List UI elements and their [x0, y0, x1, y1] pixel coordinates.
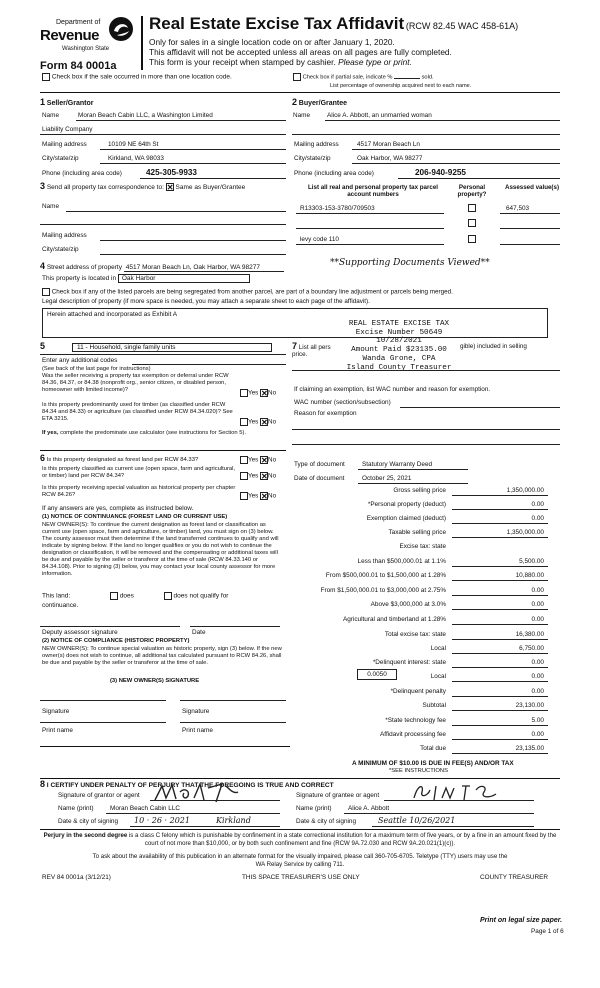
sec6-q2-yes-label: Yes	[248, 472, 259, 480]
header-sub1: Only for sales in a single location code on or after January 1, 2020.	[149, 37, 395, 47]
dor-logo	[40, 16, 132, 58]
sec3-city-label: City/state/zip	[42, 246, 79, 253]
parcel-field-1[interactable]: R13303-153-3780/709503	[300, 205, 375, 212]
legal-paper-note: Print on legal size paper.	[480, 917, 563, 924]
perjury-bold: Perjury in the second degree	[43, 832, 128, 839]
sec6-q2-no-checkbox[interactable]	[260, 472, 268, 480]
print-name-label-1: Print name	[42, 727, 73, 734]
sec3-mailing-line	[100, 240, 286, 241]
calc-row-line	[452, 523, 548, 524]
deputy-date-line	[190, 626, 280, 627]
sec5-q1-yes-label: Yes	[248, 389, 259, 397]
calc-row-value[interactable]: 0.00	[531, 731, 544, 738]
assessed-line-1	[500, 213, 560, 214]
rev-label: REV 84 0001a (3/12/21)	[42, 874, 111, 881]
personal-property-checkbox-3[interactable]	[468, 235, 476, 243]
sec5-q1-no-checkbox[interactable]	[260, 389, 268, 397]
calc-row-value[interactable]: 16,380.00	[515, 631, 544, 638]
sec5-q2-yes-checkbox[interactable]	[240, 418, 248, 426]
grantor-name-field[interactable]: Moran Beach Cabin LLC	[110, 805, 180, 812]
seller-name-line2	[40, 134, 286, 135]
sec6-q2-yes-checkbox[interactable]	[240, 472, 248, 480]
partial-sale-row	[293, 73, 434, 81]
sec5-q2-answer	[240, 418, 276, 426]
wac-label: WAC number (section/subsection)	[294, 399, 391, 406]
calc-row-value[interactable]: 5,500.00	[519, 558, 544, 565]
sec5-q2-note-bold: If yes,	[42, 430, 59, 436]
parcel-line-3	[296, 244, 444, 245]
exemption-label: If claiming an exemption, list WAC number and reason for exemption.	[294, 386, 491, 393]
logo-dept-text: Department of	[56, 19, 101, 26]
sec7-text-price: price.	[292, 351, 308, 358]
print-name-line-1	[40, 722, 166, 723]
calc-row-value[interactable]: 0.00	[531, 601, 544, 608]
calc-row-label: Excise tax: state	[399, 543, 446, 550]
sec8-no: 8	[40, 779, 46, 789]
doc-type-line	[358, 469, 468, 470]
legal-description-label: Legal description of property (if more space is needed, you may attach a separate sheet to each page of the affidavit).	[42, 298, 370, 305]
calc-row-label: Affidavit processing fee	[380, 731, 446, 738]
sec3-no: 3	[40, 181, 46, 191]
calc-row-line	[452, 653, 548, 654]
sec6-q3-no-label: No	[268, 492, 277, 500]
buyer-name-label: Name	[293, 112, 311, 119]
sec6-q3: Is this property receiving special valuation as historical property per chapter RCW 84.26?	[42, 485, 236, 498]
seller-city-field[interactable]: Kirkland, WA 98033	[108, 155, 164, 162]
logo-swirl-icon	[108, 16, 134, 42]
calc-row-line	[452, 580, 548, 581]
alt-format-notice: To ask about the availability of this publication in an alternate format for the visually impaired, please call 360-705-6705. Teletype (TTY) users may use the WA Relay Service by calling 711.	[92, 853, 508, 869]
additional-codes-label: Enter any additional codes	[42, 357, 118, 364]
grantor-sig-line	[150, 800, 280, 801]
sec7-text-start: List all pers	[298, 344, 331, 351]
local-rate-field[interactable]: 0.0050	[357, 669, 397, 680]
header-sub3-italic: Please type or print.	[338, 57, 412, 67]
header-sub3	[149, 58, 412, 68]
sec3-name-line	[66, 211, 286, 212]
personal-property-checkbox-1[interactable]	[468, 204, 476, 212]
reason-line-1	[292, 429, 560, 430]
sec5-q2-no-checkbox[interactable]	[260, 418, 268, 426]
parcel-line-1	[296, 213, 444, 214]
stamp-line-4: Amount Paid $23135.00	[351, 346, 447, 355]
seller-name-field[interactable]: Moran Beach Cabin LLC, a Washington Limited	[78, 112, 213, 119]
calc-row-line	[452, 609, 548, 610]
calc-row-value[interactable]: 1,350,000.00	[506, 487, 544, 494]
calc-row-line	[452, 566, 548, 567]
grantor-date-line	[130, 826, 280, 827]
see-back-note: (See back of the last page for instructions)	[42, 366, 151, 372]
calc-row-line	[452, 595, 548, 596]
buyer-mailing-line	[352, 149, 560, 150]
correspondence-row	[40, 181, 245, 191]
assessed-value-header: Assessed value(s)	[505, 184, 559, 191]
logo-wa-text: Washington State	[62, 46, 110, 52]
treasurer-use-label: THIS SPACE TREASURER'S USE ONLY	[242, 874, 360, 881]
grantor-name-line	[106, 813, 280, 814]
page-number: Page 1 of 6	[531, 928, 564, 935]
personal-property-header: Personal property?	[457, 184, 487, 199]
header-divider	[141, 16, 143, 70]
grantee-date-line	[372, 826, 534, 827]
minimum-due-note: A MINIMUM OF $10.00 IS DUE IN FEE(S) AND/OR TAX	[352, 760, 514, 767]
partial-sale-label: Check box if partial sale, indicate %	[302, 74, 393, 81]
sec5-q1-yes-checkbox[interactable]	[240, 389, 248, 397]
grantor-name-label: Name (print)	[58, 805, 94, 812]
street-address-row	[40, 261, 284, 272]
calc-row-line	[452, 681, 548, 682]
located-row	[42, 274, 250, 283]
segregated-checkbox[interactable]	[42, 288, 50, 296]
doc-date-line	[358, 483, 468, 484]
new-owner-sig-heading: (3) NEW OWNER(S) SIGNATURE	[110, 678, 200, 684]
calc-row-label: Subtotal	[422, 702, 446, 709]
sec5-q2-note-text: complete the predominate use calculator (see instructions for Section 5).	[60, 430, 246, 436]
stamp-line-2: Excise Number 50649	[355, 328, 443, 337]
partial-sale-checkbox[interactable]	[293, 73, 301, 81]
seller-phone-line	[140, 178, 286, 179]
grantee-name-field[interactable]: Alice A. Abbott	[348, 805, 390, 812]
this-land-row	[42, 592, 228, 600]
sec4-no: 4	[40, 261, 46, 271]
calc-row-label: Local	[430, 645, 446, 652]
segregated-label: Check box if any of the listed parcels are being segregated from another parcel, are part of a boundary line adjustment or parcels being merged.	[51, 288, 453, 296]
footer-top-rule	[40, 829, 560, 830]
print-name-line-2	[180, 722, 286, 723]
calc-row-line	[452, 509, 548, 510]
calc-row-value[interactable]: 0.00	[531, 616, 544, 623]
sec7-no: 7	[292, 341, 298, 351]
same-as-buyer-label: Same as Buyer/Grantee	[175, 184, 246, 191]
parcel-line-2	[296, 228, 444, 229]
grantee-date-label: Date & city of signing	[296, 818, 357, 825]
sec6-q1-no-checkbox[interactable]	[260, 456, 268, 464]
sec5-q1-answer	[240, 389, 276, 397]
located-label: This property is located in	[42, 275, 117, 282]
sec6-q3-answer	[240, 492, 276, 500]
sec7-text-end: gible) included in selling	[460, 343, 527, 350]
perjury-text: is a class C felony which is punishable by confinement in a state correctional institution for a maximum term of five years, or by a fine in an amount fixed by the court of not more than $10,000, or by both such confinement and fine (RCW 9A.72.030 and RCW 9A.20.021(1)(c)).	[128, 832, 557, 848]
notice1-text: NEW OWNER(S): To continue the current designation as forest land or classification as current use (open space, farm and agriculture, or timber) land, you must sign on (3) below. The county assessor must then determine if the land transferred continues to qualify and will indicate by signing below. If the land no longer qualifies or you do not wish to continue the designation or classification, it will be removed and the compensating or additional taxes will be due and payable by the seller or transferor at the time of sale (RCW 84.33.140 or 84.34.108). Prior to signing (3) below, you may contact your local county assessor for more information.	[42, 522, 279, 577]
sec6-q2-answer	[240, 472, 276, 480]
calc-row-label: From $500,000.01 to $1,500,000 at 1.28%	[325, 572, 446, 579]
print-name-label-2: Print name	[182, 727, 213, 734]
grantor-date-label: Date & city of signing	[58, 818, 119, 825]
calc-row-line	[452, 696, 548, 697]
grantor-city-field[interactable]: Kirkland	[216, 816, 251, 825]
seller-heading-text: Seller/Grantor	[46, 100, 94, 107]
sec7-row	[292, 341, 331, 351]
calc-row-value[interactable]: 23,135.00	[515, 745, 544, 752]
calc-row-line	[452, 725, 548, 726]
calc-row-line	[452, 624, 548, 625]
calc-row-label: Agricultural and timberland at 1.28%	[342, 616, 446, 623]
header-rule	[40, 92, 560, 93]
buyer-name-line2	[292, 134, 560, 135]
reason-label: Reason for exemption	[294, 410, 357, 417]
new-owner-sig-line-1	[40, 700, 166, 701]
calc-row-value[interactable]: 0.00	[531, 673, 544, 680]
segregated-row	[42, 288, 453, 296]
sec6-bottom-rule	[40, 746, 290, 747]
notice2-text: NEW OWNER(S): To continue special valuation as historic property, sign (3) below. If the new owner(s) does not wish to continue, all additional tax calculated pursuant to RCW 84.26, shall be due and payable by the seller or transferor at the time of sale.	[42, 646, 282, 666]
seller-mailing-label: Mailing address	[42, 141, 87, 148]
calc-row-value[interactable]: 10,880.00	[515, 572, 544, 579]
reason-line-2	[292, 444, 560, 445]
street-address-field[interactable]: 4517 Moran Beach Ln, Oak Harbor, WA 98277	[124, 264, 284, 272]
calc-row-line	[452, 710, 548, 711]
sec5-bottom-rule	[40, 450, 286, 451]
calc-row-line	[452, 739, 548, 740]
calc-row-value[interactable]: 0.00	[531, 688, 544, 695]
notice1-title: (1) NOTICE OF CONTINUANCE (FOREST LAND OR CURRENT USE)	[42, 514, 228, 520]
continuance-label: continuance.	[42, 602, 79, 609]
calc-row-value[interactable]: 1,350,000.00	[506, 529, 544, 536]
calc-row-label: From $1,500,000.01 to $3,000,000 at 2.75%	[320, 587, 446, 594]
sec6-q1-yes-label: Yes	[248, 456, 259, 464]
new-owner-sig-line-2	[180, 700, 286, 701]
land-does-checkbox[interactable]	[110, 592, 118, 600]
sec6-answered-yes: If any answers are yes, complete as instructed below.	[42, 505, 194, 512]
calc-row-label: Local	[430, 673, 446, 680]
additional-codes-line	[132, 364, 286, 365]
legal-description-value: Herein attached and incorporated as Exhibit A	[47, 311, 178, 318]
buyer-phone-label: Phone (including area code)	[294, 170, 374, 177]
correspondence-text: Send all property tax correspondence to:	[46, 184, 164, 191]
supporting-docs-stamp: **Supporting Documents Viewed**	[330, 258, 490, 268]
title-main: Real Estate Excise Tax Affidavit	[149, 14, 405, 33]
grantor-signature	[150, 780, 240, 806]
sec5-q2-note	[42, 430, 282, 437]
form-number: Form 84 0001a	[40, 60, 117, 72]
sec6-q1: Is this property designated as forest land per RCW 84.33?	[46, 457, 199, 463]
levy-code-field[interactable]: levy code 110	[300, 236, 339, 243]
sec6-q2-no-label: No	[268, 472, 277, 480]
title-ref: (RCW 82.45 WAC 458-61A)	[405, 21, 519, 31]
calc-row-value[interactable]: 5.00	[531, 717, 544, 724]
street-address-label: Street address of property	[46, 264, 122, 271]
sec5-q2-no-label: No	[268, 418, 277, 426]
sec6-q1-answer	[240, 456, 276, 464]
calc-row-value[interactable]: 6,750.00	[519, 645, 544, 652]
calc-row-value[interactable]: 0.00	[531, 587, 544, 594]
seller-name-label: Name	[42, 112, 60, 119]
signature-label-1: Signature	[42, 708, 70, 715]
county-treasurer-label: COUNTY TREASURER	[480, 874, 548, 881]
sec6-q1-yes-checkbox[interactable]	[240, 456, 248, 464]
doc-type-field[interactable]: Statutory Warranty Deed	[362, 461, 433, 468]
use-code-field[interactable]: 11 - Household, single family units	[72, 343, 272, 352]
multi-location-checkbox[interactable]	[42, 73, 50, 81]
signature-label-2: Signature	[182, 708, 210, 715]
seller-city-line	[100, 163, 286, 164]
partial-sale-sold: sold.	[421, 74, 434, 81]
multi-location-row	[42, 73, 232, 81]
grantee-date-field[interactable]: Seattle 10/26/2021	[378, 816, 456, 825]
land-does-not-checkbox[interactable]	[164, 592, 172, 600]
stamp-line-3: 10/28/2021	[376, 337, 422, 346]
sec5-q2: Is this property predominantly used for timber (as classified under RCW 84.34 and 84.33) or agriculture (as classified under RCW 84.34.020)? See ETA 3215.	[42, 402, 233, 422]
stamp-line-6: Island County Treasurer	[346, 363, 452, 372]
header-sub3-text: This form is your receipt when stamped by cashier.	[149, 57, 336, 67]
calc-row-label: Total excise tax: state	[384, 631, 446, 638]
sec5-q2-yes-label: Yes	[248, 418, 259, 426]
perjury-notice	[42, 832, 558, 848]
sec6-q3-no-checkbox[interactable]	[260, 492, 268, 500]
buyer-city-label: City/state/zip	[294, 155, 331, 162]
stamp-line-5: Wanda Grone, CPA	[362, 354, 436, 363]
seller-name-field-2[interactable]: Liability Company	[42, 126, 93, 133]
calc-row-label: Total due	[420, 745, 446, 752]
seller-city-label: City/state/zip	[42, 155, 79, 162]
wac-line	[400, 407, 560, 408]
grantor-sig-label: Signature of grantor or agent	[58, 792, 140, 799]
land-does-label: does	[119, 592, 134, 600]
buyer-name-field[interactable]: Alice A. Abbott, an unmarried woman	[327, 112, 432, 119]
sec6-no: 6	[40, 453, 46, 463]
sec5-q1: Was the seller receiving a property tax exemption or deferral under RCW 84.36, 84.37, or 84.38 (nonprofit org., senior citizen, or disabled person, homeowner with limited income)?	[42, 373, 229, 393]
seller-name-line	[76, 120, 286, 121]
located-field[interactable]: Oak Harbor	[118, 274, 250, 283]
grantee-sig-label: Signature of grantee or agent	[296, 792, 380, 799]
seller-mailing-field[interactable]: 10109 NE 64th St	[108, 141, 159, 148]
calc-row-label: Less than $500,000.01 at 1.1%	[357, 558, 446, 565]
grantee-sig-line	[384, 800, 534, 801]
calc-row-value[interactable]: 0.00	[531, 515, 544, 522]
calc-row-label: Exemption claimed (deduct)	[366, 515, 446, 522]
same-as-buyer-checkbox[interactable]	[166, 183, 174, 191]
parcel-header: List all real and personal property tax parcel account numbers	[308, 184, 438, 199]
deputy-sig-line	[40, 626, 180, 627]
calc-row-line	[452, 753, 548, 754]
buyer-phone-line	[398, 178, 560, 179]
personal-property-checkbox-2[interactable]	[468, 219, 476, 227]
deputy-sig-label: Deputy assessor signature	[42, 629, 118, 636]
buyer-name-line	[325, 120, 560, 121]
buyer-heading-text: Buyer/Grantee	[298, 100, 348, 107]
calc-row-line	[452, 495, 548, 496]
sec7-line-1	[292, 370, 560, 371]
calc-row-label: *Delinquent penalty	[390, 688, 446, 695]
doc-type-label: Type of document	[294, 461, 345, 468]
buyer-section-no: 2	[292, 97, 298, 107]
this-land-label: This land:	[42, 592, 71, 600]
buyer-phone-field[interactable]: 206-940-9255	[415, 168, 466, 177]
seller-phone-label: Phone (including area code)	[42, 170, 122, 177]
buyer-city-field[interactable]: Oak Harbor, WA 98277	[357, 155, 423, 162]
page-title	[149, 14, 518, 34]
sec6-q1-row	[40, 453, 240, 464]
calc-row-label: *Personal property (deduct)	[367, 501, 446, 508]
sec3-city-line	[100, 254, 286, 255]
assessed-field-1[interactable]: 647,503	[506, 205, 530, 212]
buyer-city-line	[352, 163, 560, 164]
deputy-date-label: Date	[192, 629, 206, 636]
calc-row-line	[452, 667, 548, 668]
multi-location-label: Check box if the sale occurred in more than one location code.	[51, 73, 232, 81]
partial-sale-sub: List percentage of ownership acquired next to each name.	[330, 83, 472, 89]
calc-row-value[interactable]: 0.00	[531, 659, 544, 666]
buyer-mailing-field[interactable]: 4517 Moran Beach Ln	[357, 141, 420, 148]
logo-revenue-text: Revenue	[40, 27, 100, 44]
grantee-name-line	[344, 813, 534, 814]
grantor-date-field[interactable]: 10 · 26 · 2021	[134, 816, 190, 825]
sec6-q1-no-label: No	[268, 456, 277, 464]
sec5-no: 5	[40, 341, 46, 351]
sec3-mailing-label: Mailing address	[42, 232, 87, 239]
seller-heading	[40, 97, 93, 108]
seller-section-no: 1	[40, 97, 46, 107]
stamp-line-1: REAL ESTATE EXCISE TAX	[348, 320, 450, 328]
calc-row-line	[452, 537, 548, 538]
calc-row-label: Taxable selling price	[388, 529, 446, 536]
grantee-name-label: Name (print)	[296, 805, 332, 812]
calc-row-label: *State technology fee	[385, 717, 446, 724]
seller-mailing-line	[100, 149, 286, 150]
doc-date-field[interactable]: October 25, 2021	[362, 475, 412, 482]
sec5-q1-no-label: No	[268, 389, 277, 397]
land-does-not-label: does not qualify for	[173, 592, 229, 600]
seller-phone-field[interactable]: 425-305-9933	[146, 168, 197, 177]
sec6-q3-yes-checkbox[interactable]	[240, 492, 248, 500]
assessed-line-2	[500, 228, 560, 229]
header-sub2: This affidavit will not be accepted unless all areas on all pages are fully completed.	[149, 47, 452, 57]
see-instructions-note: *SEE INSTRUCTIONS	[389, 768, 448, 774]
calc-row-label: Above $3,000,000 at 3.0%	[370, 601, 446, 608]
sec6-q3-yes-label: Yes	[248, 492, 259, 500]
calc-row-value[interactable]: 0.00	[531, 501, 544, 508]
assessed-line-3	[500, 244, 560, 245]
sec3-name-line2	[40, 224, 286, 225]
notice2-title: (2) NOTICE OF COMPLIANCE (HISTORIC PROPERTY)	[42, 638, 190, 644]
sec3-name-label: Name	[42, 203, 60, 210]
calc-row-line	[452, 639, 548, 640]
calc-row-value[interactable]: 23,130.00	[515, 702, 544, 709]
sec5-top-line	[40, 354, 286, 355]
calc-row-label: *Delinquent interest: state	[372, 659, 446, 666]
partial-sale-percent-field[interactable]	[394, 78, 420, 79]
buyer-heading	[292, 97, 347, 108]
sec6-q2: Is this property classified as current use (open space, farm and agricultural, or timber) land per RCW 84.34?	[42, 466, 235, 479]
certify-text: I CERTIFY UNDER PENALTY OF PERJURY THAT THE FOREGOING IS TRUE AND CORRECT	[46, 782, 334, 789]
calc-row-label: Gross selling price	[393, 487, 446, 494]
doc-date-label: Date of document	[294, 475, 345, 482]
buyer-mailing-label: Mailing address	[294, 141, 339, 148]
